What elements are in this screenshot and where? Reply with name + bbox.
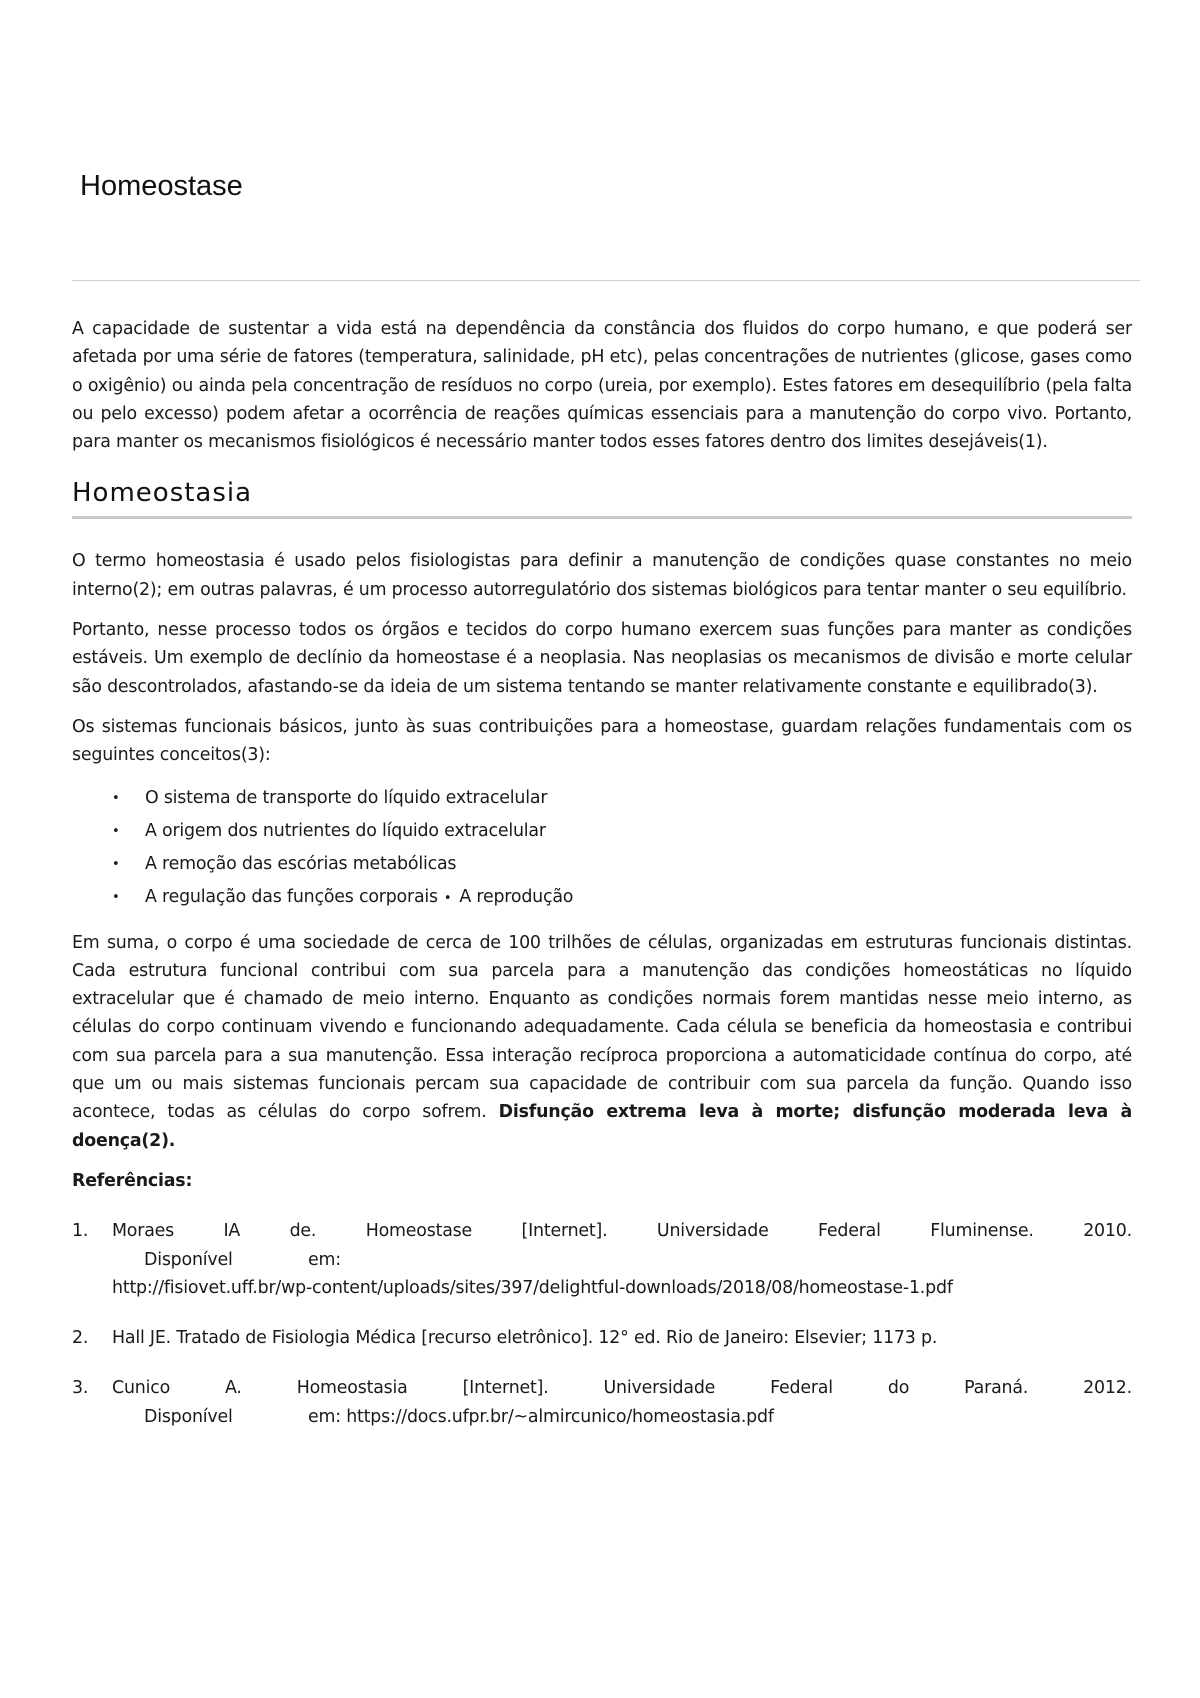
reference-line: Disponível em: https://docs.ufpr.br/~almircunico/homeostasia.pdf [112, 1403, 1132, 1431]
paragraph-systems: Os sistemas funcionais básicos, junto às suas contribuições para a homeostase, guardam relações fundamentais com os seguintes conceitos(3): [72, 716, 1132, 766]
paragraph-summary: Em suma, o corpo é uma sociedade de cerca de 100 trilhões de células, organizadas em estruturas funcionais distintas. Cada estrutura funcional contribui com sua parcela para a manutenção das condições homeostáticas no líquido extracelular que é chamado de meio interno. Enquanto as condições normais forem mantidas nesse meio interno, as células do corpo continuam vivendo e funcionando adequadamente. Cada célula se beneficia da homeostasia e contribui com sua parcela para a sua manutenção. Essa interação recíproca proporciona a automaticidade contínua do corpo, até que um ou mais sistemas funcionais percam sua capacidade de contribuir com sua parcela da função. Quando isso acontece, todas as células do corpo sofrem. Disfunção extrema leva à morte; disfunção moderada leva à doença(2). [72, 932, 1133, 1151]
document-title: Homeostase [80, 170, 243, 202]
reference-item-2: 2. Hall JE. Tratado de Fisiologia Médica [recurso eletrônico]. 12° ed. Rio de Janeiro: Elsevier; 1173 p. [72, 1328, 938, 1349]
title-divider [72, 280, 1140, 281]
reference-item-3: 3. Cunico A. Homeostasia [Internet]. Universidade Federal do Paraná. 2012. Disponível em: https://docs.ufpr.br/~almircunico/homeostasia.pdf [72, 1374, 1132, 1431]
list-item: • A origem dos nutrientes do líquido extracelular [72, 815, 1132, 848]
section-heading-homeostasia: Homeostasia [72, 476, 1132, 519]
reference-url[interactable]: em: https://docs.ufpr.br/~almircunico/homeostasia.pdf [308, 1406, 774, 1427]
reference-line: Disponível em: [144, 1249, 341, 1270]
bullet-icon: • [112, 823, 120, 839]
emphasis-text: Disfunção extrema leva à morte; disfunção moderada leva à doença(2). [72, 1102, 1133, 1151]
intro-paragraph: A capacidade de sustentar a vida está na dependência da constância dos fluidos do corpo humano, e que poderá ser afetada por uma série de fatores (temperatura, salinidade, pH etc), pelas concentrações de nutrientes (glicose, gases como o oxigênio) ou ainda pela concentração de resíduos no corpo (ureia, por exemplo). Estes fatores em desequilíbrio (pela falta ou pelo excesso) podem afetar a ocorrência de reações químicas essenciais para a manutenção do corpo vivo. Portanto, para manter os mecanismos fisiológicos é necessário manter todos esses fatores dentro dos limites desejáveis(1). [72, 319, 1132, 453]
bullet-icon: • [112, 790, 120, 806]
reference-line: Cunico A. Homeostasia [Internet]. Universidade Federal do Paraná. 2012. [112, 1378, 1132, 1399]
document-body [72, 315, 1132, 1453]
bullet-icon: • [112, 856, 120, 872]
references-heading: Referências: [72, 1170, 193, 1191]
bullet-icon: • [112, 889, 120, 905]
references-list [72, 1217, 1132, 1431]
paragraph-neoplasia: Portanto, nesse processo todos os órgãos e tecidos do corpo humano exercem suas funções para manter as condições estáveis. Um exemplo de declínio da homeostase é a neoplasia. Nas neoplasias os mecanismos de divisão e morte celular são descontrolados, afastando-se da ideia de um sistema tentando se manter relativamente constante e equilibrado(3). [72, 620, 1132, 697]
reference-line: Moraes IA de. Homeostase [Internet]. Universidade Federal Fluminense. 2010. [112, 1221, 1132, 1242]
reference-url[interactable]: http://fisiovet.uff.br/wp-content/uploads/sites/397/delightful-downloads/2018/08/homeostase-1.pdf [112, 1277, 953, 1298]
list-item: • O sistema de transporte do líquido extracelular [72, 782, 1132, 815]
list-item: • A remoção das escórias metabólicas [72, 848, 1132, 881]
concepts-list [72, 782, 1132, 915]
bullet-icon: • [443, 890, 452, 906]
list-item: • A regulação das funções corporais • A reprodução [72, 881, 1132, 915]
paragraph-definition: O termo homeostasia é usado pelos fisiologistas para definir a manutenção de condições quase constantes no meio interno(2); em outras palavras, é um processo autorregulatório dos sistemas biológicos para tentar manter o seu equilíbrio. [72, 551, 1132, 600]
reference-item-1: 1. Moraes IA de. Homeostase [Internet]. Universidade Federal Fluminense. 2010. Disponível em: http://fisiovet.uff.br/wp-content/uploads/sites/397/delightful-downloads/2018/08/homeostase-1.pdf [72, 1217, 1132, 1302]
